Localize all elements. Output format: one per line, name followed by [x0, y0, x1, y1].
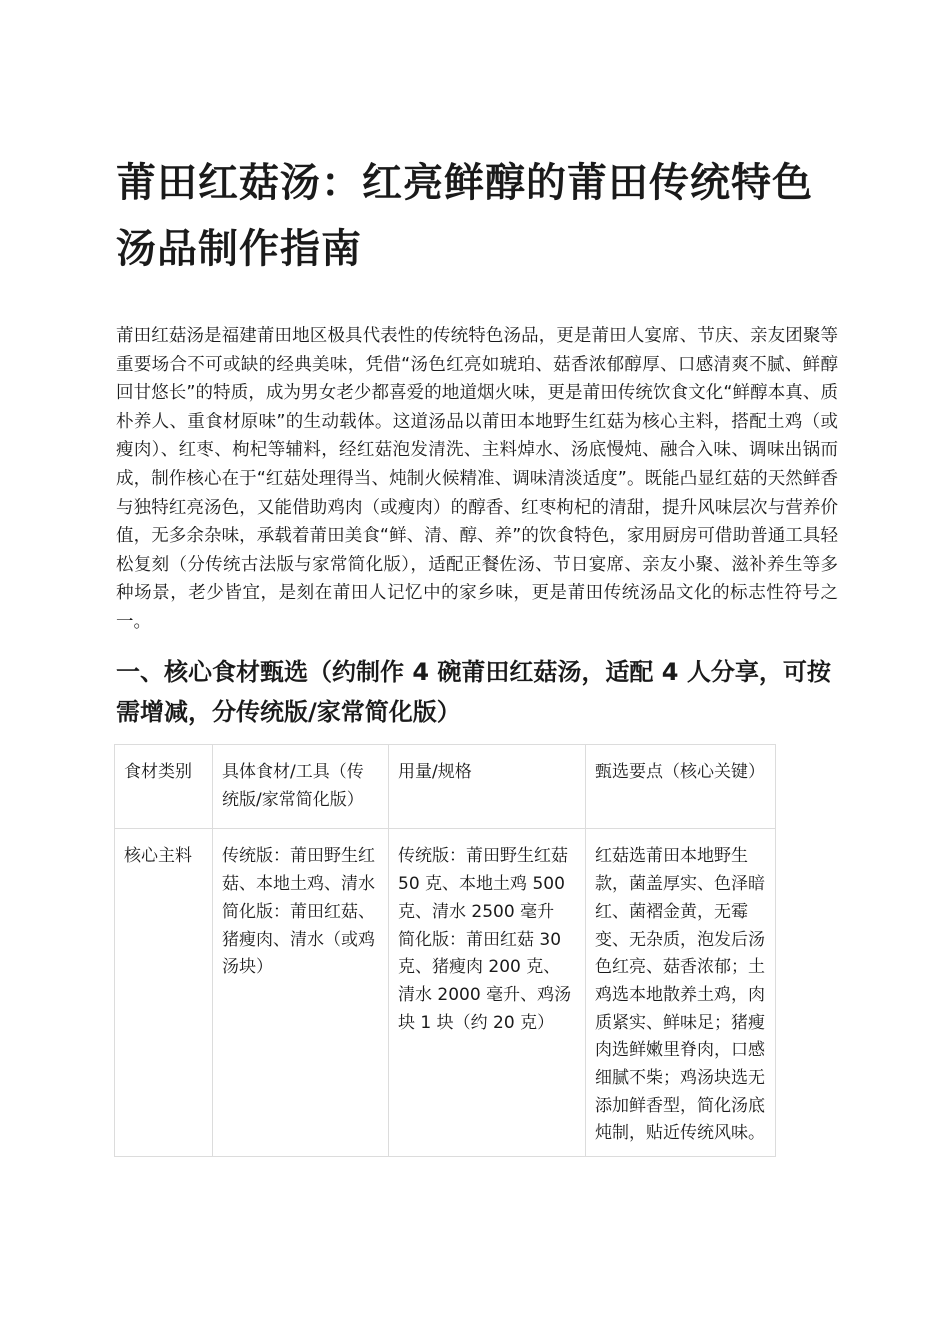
table-header-row: [115, 745, 776, 829]
cell-tips: 红菇选莆田本地野生款，菌盖厚实、色泽暗红、菌褶金黄，无霉变、无杂质，泡发后汤色红亮、菇香浓郁；土鸡选本地散养土鸡，肉质紧实、鲜味足；猪瘦肉选鲜嫩里脊肉，口感细腻不柴；鸡汤块选无添加鲜香型，简化汤底炖制，贴近传统风味。: [586, 829, 776, 1157]
header-category: 食材类别: [115, 745, 213, 829]
ingredients-table: [114, 744, 776, 1157]
cell-items: [213, 829, 389, 1157]
section-heading-ingredients: 一、核心食材甄选（约制作 4 碗莆田红菇汤，适配 4 人分享，可按需增减，分传统版/家常简化版）: [116, 658, 831, 726]
cell-category: 核心主料: [115, 829, 213, 1157]
cell-amount: [389, 829, 586, 1157]
header-items: 具体食材/工具（传统版/家常简化版）: [213, 745, 389, 829]
header-tips: 甄选要点（核心关键）: [586, 745, 776, 829]
table-row: [115, 829, 776, 1157]
amount-traditional: 传统版：莆田野生红菇 50 克、本地土鸡 500 克、清水 2500 毫升: [398, 846, 568, 922]
header-amount: 用量/规格: [389, 745, 586, 829]
amount-simplified: 简化版：莆田红菇 30 克、猪瘦肉 200 克、清水 2000 毫升、鸡汤块 1 块（约 20 克）: [398, 929, 572, 1033]
items-traditional: 传统版：莆田野生红菇、本地土鸡、清水: [222, 846, 375, 895]
page-title: 莆田红菇汤：红亮鲜醇的莆田传统特色汤品制作指南: [116, 160, 813, 272]
items-simplified: 简化版：莆田红菇、猪瘦肉、清水（或鸡汤块）: [222, 901, 375, 978]
intro-paragraph: 莆田红菇汤是福建莆田地区极具代表性的传统特色汤品，更是莆田人宴席、节庆、亲友团聚等重要场合不可或缺的经典美味，凭借“汤色红亮如琥珀、菇香浓郁醇厚、口感清爽不腻、鲜醇回甘悠长”的特质，成为男女老少都喜爱的地道烟火味，更是莆田传统饮食文化“鲜醇本真、质朴养人、重食材原味”的生动载体。这道汤品以莆田本地野生红菇为核心主料，搭配土鸡（或瘦肉）、红枣、枸杞等辅料，经红菇泡发清洗、主料焯水、汤底慢炖、融合入味、调味出锅而成，制作核心在于“红菇处理得当、炖制火候精准、调味清淡适度”。既能凸显红菇的天然鲜香与独特红亮汤色，又能借助鸡肉（或瘦肉）的醇香、红枣枸杞的清甜，提升风味层次与营养价值，无多余杂味，承载着莆田美食“鲜、清、醇、养”的饮食特色，家用厨房可借助普通工具轻松复刻（分传统古法版与家常简化版），适配正餐佐汤、节日宴席、亲友小聚、滋补养生等多种场景，老少皆宜，是刻在莆田人记忆中的家乡味，更是莆田传统汤品文化的标志性符号之一。: [116, 326, 838, 632]
